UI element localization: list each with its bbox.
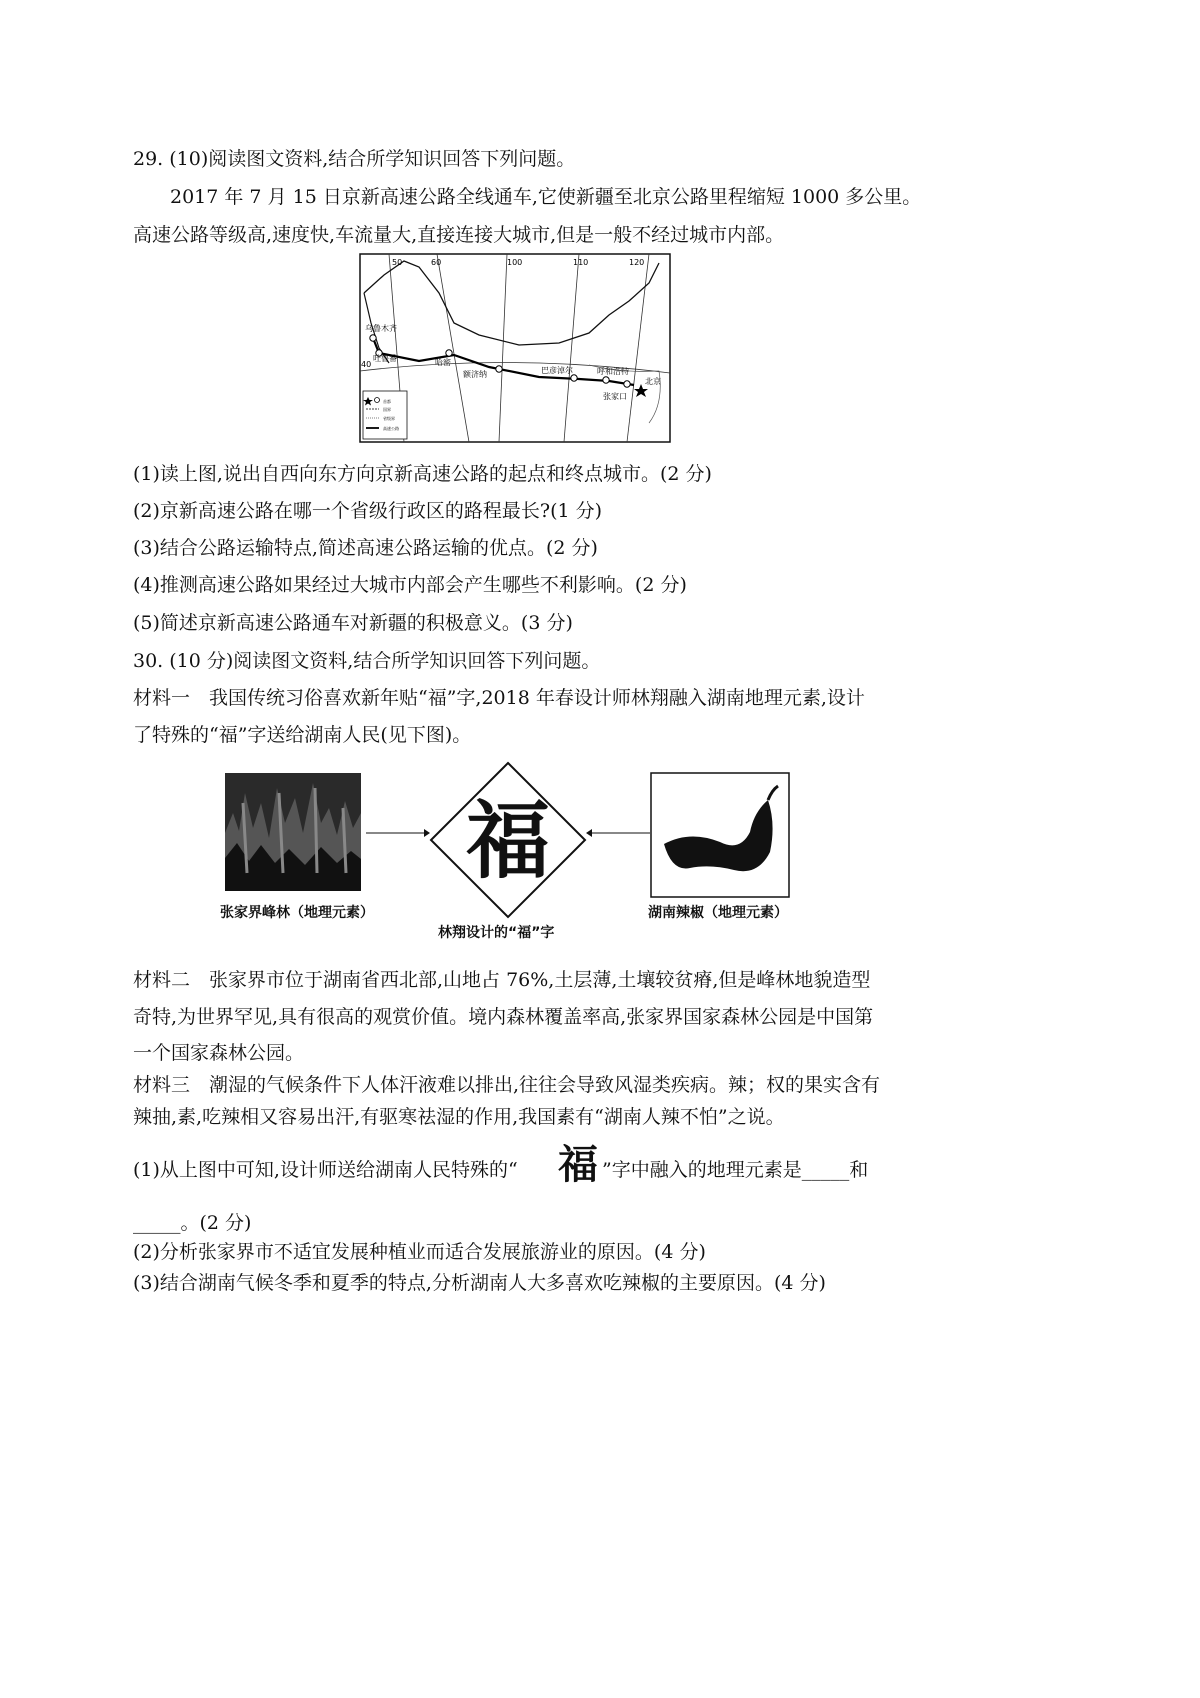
q30-material2-line2: 奇特,为世界罕见,具有很高的观赏价值。境内森林覆盖率高,张家界国家森林公园是中国第 xyxy=(133,1006,874,1028)
q29-sub5: (5)简述京新高速公路通车对新疆的积极意义。(3 分) xyxy=(133,612,573,634)
q29-sub1: (1)读上图,说出自西向东方向京新高速公路的起点和终点城市。(2 分) xyxy=(133,463,712,485)
legend-province: 省级界 xyxy=(383,416,395,421)
zhangjiajie-peaks-photo xyxy=(225,773,361,891)
q30-material1-line2: 了特殊的“福”字送给湖南人民(见下图)。 xyxy=(133,724,472,746)
q30-sub2: (2)分析张家界市不适宜发展种植业而适合发展旅游业的原因。(4 分) xyxy=(133,1241,706,1263)
map-lon-60: 60 xyxy=(431,258,442,267)
caption-chili: 湖南辣椒（地理元素） xyxy=(648,905,788,921)
q29-intro-line2: 高速公路等级高,速度快,车流量大,直接连接大城市,但是一般不经过城市内部。 xyxy=(133,224,785,246)
q30-material1-line1: 材料一 我国传统习俗喜欢新年贴“福”字,2018 年春设计师林翔融入湖南地理元素,设计 xyxy=(133,687,865,709)
q30-heading: 30. (10 分)阅读图文资料,结合所学知识回答下列问题。 xyxy=(133,650,601,672)
q29-heading: 29. (10)阅读图文资料,结合所学知识回答下列问题。 xyxy=(133,148,576,170)
q30-sub1-part2: ”字中融入的地理元素是_____和 xyxy=(602,1159,869,1181)
legend-border: 国界 xyxy=(383,407,391,412)
q29-sub2: (2)京新高速公路在哪一个省级行政区的路程最长?(1 分) xyxy=(133,500,603,522)
arrow-right xyxy=(586,828,650,838)
legend-capital-city: 首都 xyxy=(383,399,391,404)
city-hami: 哈密 xyxy=(435,358,451,367)
city-bayannur: 巴彦淖尔 xyxy=(541,366,573,375)
q30-sub1-part3: _____。(2 分) xyxy=(133,1212,252,1234)
fu-figure xyxy=(218,760,818,950)
city-zhangjiakou: 张家口 xyxy=(603,392,627,401)
arrow-left xyxy=(366,828,430,838)
caption-zhangjiajie: 张家界峰林（地理元素） xyxy=(220,905,374,921)
q30-material3-line2: 辣抽,素,吃辣相又容易出汗,有驱寒祛湿的作用,我国素有“湖南人辣不怕”之说。 xyxy=(133,1106,785,1128)
q30-sub3: (3)结合湖南气候冬季和夏季的特点,分析湖南人大多喜欢吃辣椒的主要原因。(4 分) xyxy=(133,1272,826,1294)
map-lon-120: 120 xyxy=(629,258,645,267)
map-legend xyxy=(363,391,407,439)
q29-intro-line1: 2017 年 7 月 15 日京新高速公路全线通车,它使新疆至北京公路里程缩短 1000 多公里。 xyxy=(170,186,922,208)
q30-material3-line1: 材料三 潮湿的气候条件下人体汗液难以排出,往往会导致风湿类疾病。辣；权的果实含有 xyxy=(133,1074,881,1096)
map-lon-110: 110 xyxy=(573,258,589,267)
q29-sub4: (4)推测高速公路如果经过大城市内部会产生哪些不利影响。(2 分) xyxy=(133,574,687,596)
hunan-chili-image xyxy=(650,772,790,898)
city-beijing: 北京 xyxy=(645,377,661,386)
legend-expressway: 高速公路 xyxy=(383,426,399,431)
map-lat-40: 40 xyxy=(361,360,372,369)
map-lon-100: 100 xyxy=(507,258,523,267)
expressway-map xyxy=(359,253,671,443)
city-ejina: 额济纳 xyxy=(463,370,487,379)
fu-inline-glyph: 福 xyxy=(558,1142,598,1188)
q30-material2-line1: 材料二 张家界市位于湖南省西北部,山地占 76%,土层薄,土壤较贫瘠,但是峰林地貌造型 xyxy=(133,969,871,991)
q30-sub1-part1: (1)从上图中可知,设计师送给湖南人民特殊的“ xyxy=(133,1159,518,1181)
city-hohhot: 呼和浩特 xyxy=(597,367,629,376)
q29-sub3: (3)结合公路运输特点,简述高速公路运输的优点。(2 分) xyxy=(133,537,598,559)
city-urumqi: 乌鲁木齐 xyxy=(365,324,397,333)
q30-material2-line3: 一个国家森林公园。 xyxy=(133,1042,305,1064)
city-turpan: 吐鲁番 xyxy=(373,354,397,363)
caption-fu: 林翔设计的“福”字 xyxy=(438,925,555,941)
fu-character: 福 xyxy=(465,792,550,890)
map-lon-50: 50 xyxy=(392,258,403,267)
